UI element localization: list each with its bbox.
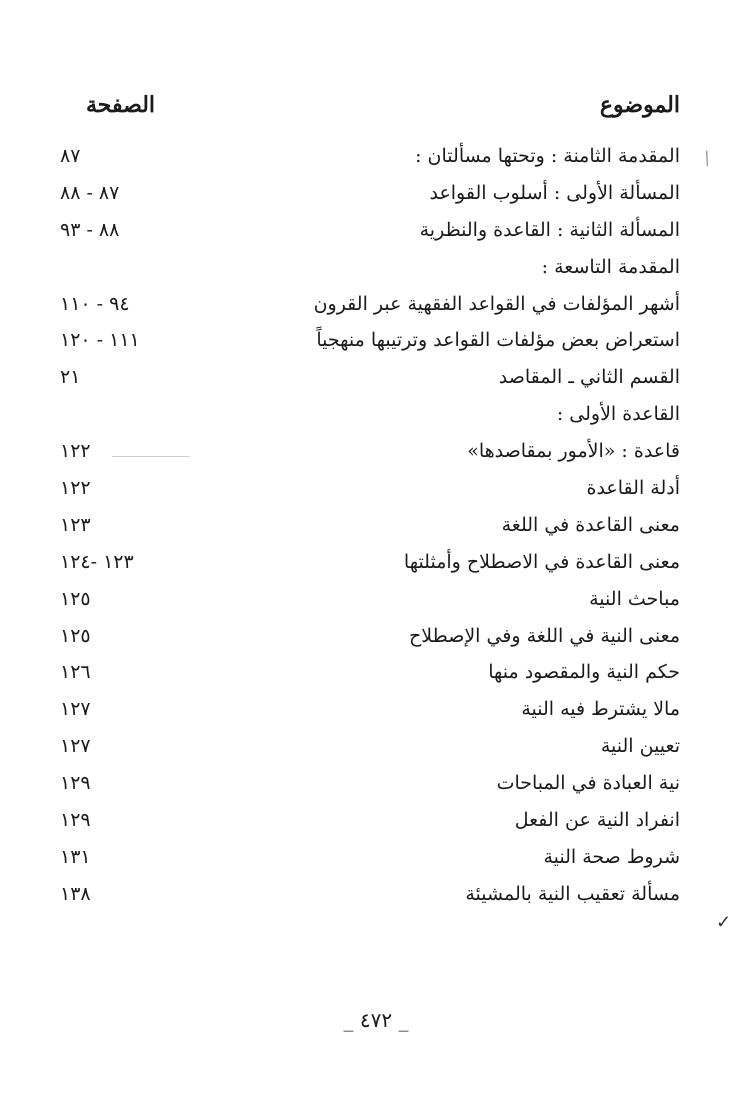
- toc-row: [60, 322, 680, 359]
- toc-topic: شروط صحة النية: [543, 845, 680, 868]
- toc-row: [60, 433, 680, 470]
- toc-pages: ١٢٢: [60, 477, 91, 500]
- toc-row: [60, 802, 680, 839]
- toc-topic: القسم الثاني ـ المقاصد: [498, 366, 680, 389]
- topic-column-header: الموضوع: [599, 92, 680, 118]
- toc-topic: المقدمة التاسعة :: [541, 255, 680, 278]
- toc-pages: ٨٨ - ٩٣: [60, 218, 120, 241]
- toc-topic: المسألة الثانية : القاعدة والنظرية: [419, 218, 680, 241]
- toc-row: [60, 212, 680, 249]
- toc-pages: ٨٧: [60, 145, 81, 167]
- toc-topic: المقدمة الثامنة : وتحتها مسألتان :: [415, 145, 680, 167]
- toc-topic: قاعدة : «الأمور بمقاصدها»: [467, 440, 680, 463]
- toc-row: [60, 839, 680, 876]
- table-of-contents: [60, 138, 680, 913]
- table-header: [60, 92, 680, 132]
- toc-row: [60, 396, 680, 433]
- toc-pages: ١٢٢: [60, 440, 91, 463]
- toc-topic: استعراض بعض مؤلفات القواعد وترتيبها منهجياً: [316, 329, 680, 352]
- toc-row: [60, 175, 680, 212]
- toc-topic: انفراد النية عن الفعل: [514, 809, 680, 832]
- toc-topic: أشهر المؤلفات في القواعد الفقهية عبر القرون: [313, 292, 680, 315]
- toc-topic: حكم النية والمقصود منها: [488, 661, 680, 684]
- toc-pages: ١٢٧: [60, 735, 91, 758]
- toc-row: [60, 286, 680, 323]
- toc-topic: معنى القاعدة في اللغة: [501, 513, 680, 536]
- toc-row: [60, 691, 680, 728]
- toc-pages: ١٢٥: [60, 624, 91, 647]
- page-column-header: الصفحة: [86, 92, 156, 118]
- toc-row: [60, 249, 680, 286]
- toc-topic: مسألة تعقيب النية بالمشيئة: [465, 882, 680, 905]
- toc-pages: ١١١ - ١٢٠: [60, 329, 140, 352]
- toc-pages: ١٢٦: [60, 661, 91, 684]
- toc-row: [60, 544, 680, 581]
- toc-pages: ١٢٧: [60, 698, 91, 721]
- toc-pages: ١٢٣: [60, 513, 91, 536]
- toc-row: [60, 507, 680, 544]
- toc-topic: تعيين النية: [600, 735, 680, 758]
- page-number: _ ٤٧٢ _: [343, 1008, 409, 1032]
- toc-pages: ١٢٩: [60, 772, 91, 795]
- toc-pages: ١٣١: [60, 845, 91, 868]
- toc-topic: معنى القاعدة في الاصطلاح وأمثلتها: [403, 550, 680, 573]
- stray-scan-line: [112, 456, 190, 457]
- toc-pages: ٩٤ - ١١٠: [60, 292, 130, 315]
- toc-topic: مالا يشترط فيه النية: [521, 698, 680, 721]
- toc-topic: معنى النية في اللغة وفي الإصطلاح: [409, 624, 680, 647]
- toc-row: [60, 765, 680, 802]
- toc-row: [60, 876, 680, 913]
- toc-row: [60, 138, 680, 175]
- toc-pages: ١٢٣ -١٢٤: [60, 550, 134, 573]
- toc-row: [60, 581, 680, 618]
- toc-pages: ٢١: [60, 366, 81, 389]
- toc-pages: ٨٧ - ٨٨: [60, 181, 120, 204]
- toc-pages: ١٢٥: [60, 587, 91, 610]
- toc-pages: ١٢٩: [60, 809, 91, 832]
- toc-pages: ١٣٨: [60, 882, 91, 905]
- toc-row: [60, 618, 680, 655]
- toc-topic: مباحث النية: [589, 587, 680, 610]
- pen-mark-icon: ∕: [700, 147, 714, 170]
- toc-row: [60, 470, 680, 507]
- toc-topic: نية العبادة في المباحات: [496, 772, 680, 795]
- toc-row: [60, 728, 680, 765]
- toc-topic: أدلة القاعدة: [586, 477, 680, 500]
- checkmark-icon: ✓: [716, 912, 732, 933]
- toc-row: [60, 359, 680, 396]
- toc-topic: القاعدة الأولى :: [556, 403, 680, 426]
- toc-row: [60, 654, 680, 691]
- toc-topic: المسألة الأولى : أسلوب القواعد: [429, 181, 680, 204]
